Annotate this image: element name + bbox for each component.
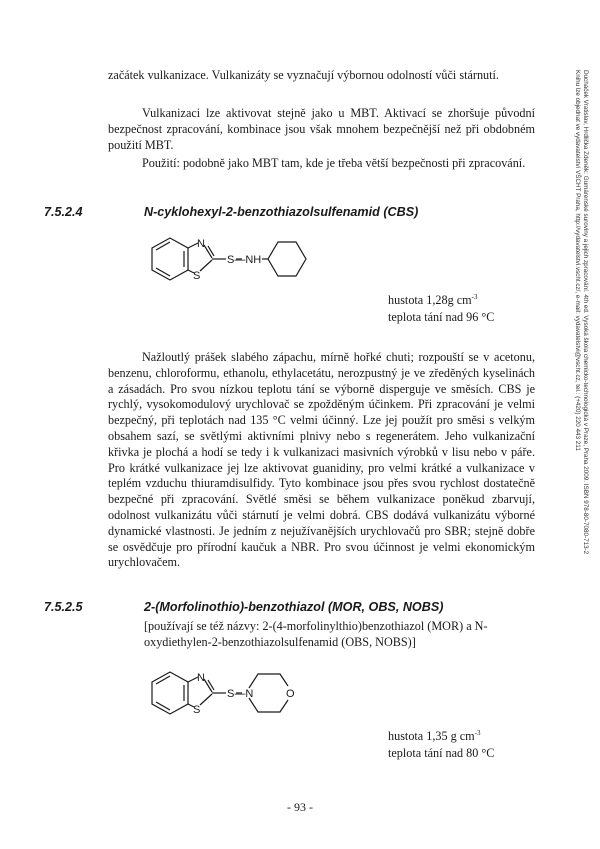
- morpholine-ring-top: [249, 674, 288, 688]
- paragraph-intro-continued: začátek vulkanizace. Vulkanizáty se vyznačují výbornou odolností vůči stárnutí.: [108, 68, 499, 82]
- side-citation-line-1: Ducháček Vratislav, Hrdlička Zdeněk: Gumárenské suroviny a jejich zpracování. 4th ed. Vysoká škola chemicko-technologická v Praze, Praha 2009. ISBN 978-80-7080-713-2: [582, 70, 589, 555]
- section-heading-cbs: [44, 205, 418, 219]
- cbs-density: hustota 1,28g $cm^{-3}$: [388, 292, 478, 307]
- atom-label-n: N: [197, 238, 205, 250]
- paragraph-usage: Použití: podobně jako MBT tam, kde je třeba větší bezpečnosti při zpracování.: [142, 156, 526, 170]
- cbs-melting-point: teplota tání nad 96 °C: [388, 310, 495, 324]
- side-citation: [575, 70, 595, 690]
- mor-structure-diagram: [128, 660, 308, 750]
- section-number: 7.5.2.5: [44, 600, 83, 614]
- mor-density: hustota 1,35 g $cm^{-3}$: [388, 728, 481, 743]
- section-number: 7.5.2.4: [44, 205, 83, 219]
- cbs-structure-diagram: [128, 226, 308, 316]
- atom-label-s: S: [193, 270, 201, 282]
- atom-label-n: N: [197, 672, 205, 684]
- atom-label-s: S: [193, 704, 201, 716]
- benzene-ring: [152, 672, 188, 714]
- atom-label-o: O: [286, 688, 295, 700]
- cbs-properties: [388, 292, 494, 326]
- linkage-label: S—NH: [227, 254, 262, 266]
- side-citation-line-2: Knihu lze objednat ve vydavatelství VŠCHT Praha, http://vydavatelstvi.vscht.cz/, e-mail: vydavatelstvi@vscht.cz, tel.: (+420) 220 443 211: [574, 70, 581, 451]
- cbs-description: Nažloutlý prášek slabého zápachu, mírně hořké chuti; rozpouští se v acetonu, benzenu, chloroformu, ethanolu, ethylacetátu, nerozpustný je ve zředěných kyselinách a zásadách. Pro svou nízkou teplotu tání se výborně disperguje ve směsích. CBS je rychlý, vysokomodulový urychlovač se zpožděným účinkem. Při zpracování je velmi bezpečný, při teplotách nad 135 °C velmi účinný. Lze jej použít pro směsi s velkým obsahem sazí, se světlými aktivními plnivy nebo s regenerátem. Jeho vulkanizační křivka je plochá a hodí se tedy i k vulkanizaci masivních výrobků v lisu nebo v páře. Pro krátké vulkanizace jej lze aktivovat guanidiny, pro velmi krátké a vulkanizace v teplém vzduchu thiuramdisulfidy. Tyto kombinace jsou přes svou rychlost dostatečně bezpečné při zpracování. Světlé směsi se během vulkanizace poněkud zbarvují, odolnost vulkanizátu vůči stárnutí je velmi dobrá. CBS dodává vulkanizátu výborné dynamické vlastnosti. Je jedním z nejužívanějších urychlovačů pro SBR; stejně dobře se osvědčuje pro přírodní kaučuk a NBR. Pro svou účinnost je velmi ekonomickým urychlovačem.: [108, 350, 535, 570]
- paragraph-activation: Vulkanizaci lze aktivovat stejně jako u MBT. Aktivací se zhoršuje původní bezpečnost zpracování, kombinace jsou však mnohem bezpečnější než při obdobném použití MBT.: [108, 106, 535, 152]
- linkage-label: S—N: [227, 688, 254, 700]
- cyclohexane-ring: [268, 242, 306, 276]
- section-title: N-cyklohexyl-2-benzothiazolsulfenamid (CBS): [144, 205, 419, 219]
- page-number: - 93 -: [287, 800, 313, 814]
- section-heading-mor: [44, 600, 443, 614]
- mor-aliases: [používají se též názvy: 2-(4-morfolinylthio)benzothiazol (MOR) a N-oxydiethylen-2-benzothiazolsulfenamid (OBS, NOBS)]: [144, 619, 488, 649]
- section-title: 2-(Morfolinothio)-benzothiazol (MOR, OBS, NOBS): [144, 600, 444, 614]
- morpholine-ring-bottom: [249, 698, 288, 712]
- mor-melting-point: teplota tání nad 80 °C: [388, 746, 495, 760]
- benzene-ring: [152, 238, 188, 280]
- mor-properties: [388, 728, 494, 762]
- side-citation-text: [573, 70, 589, 554]
